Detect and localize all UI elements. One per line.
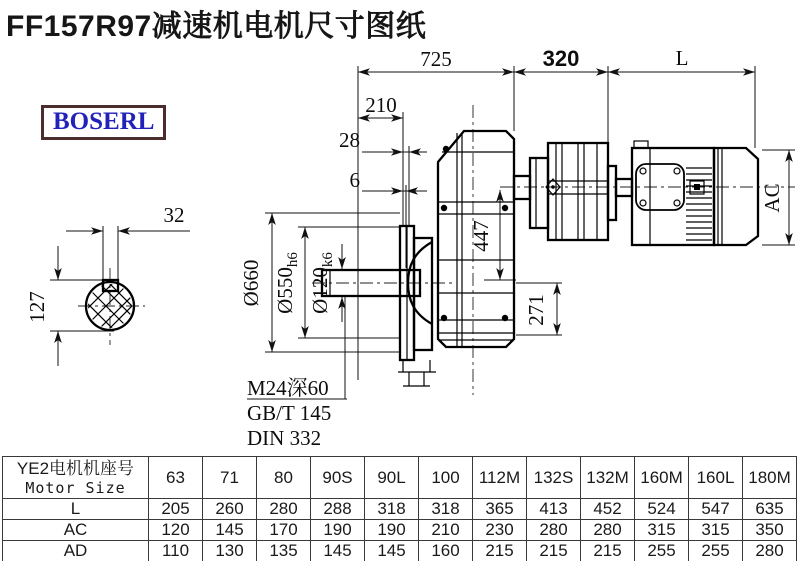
table-cell: 145	[203, 520, 257, 541]
table-cell: 547	[689, 499, 743, 520]
dim-dia120k6: $Ø120_{k6}$	[308, 252, 336, 314]
dim-dia660: Ø660	[239, 259, 263, 307]
table-cell: 524	[635, 499, 689, 520]
dim-271: 271	[524, 294, 548, 326]
table-cell: 145	[311, 541, 365, 561]
table-cell: 190	[365, 520, 419, 541]
page-title: FF157R97减速机电机尺寸图纸	[6, 10, 427, 43]
table-cell: 190	[311, 520, 365, 541]
fan-cover	[714, 148, 758, 245]
motor-body	[632, 141, 758, 245]
table-cell: 315	[689, 520, 743, 541]
dim-L: L	[675, 46, 689, 70]
shaft-section-view	[86, 280, 134, 334]
table-cell: 260	[203, 499, 257, 520]
table-row	[3, 499, 797, 520]
table-cell: 280	[257, 499, 311, 520]
table-row	[3, 520, 797, 541]
motor-size-header	[3, 457, 149, 499]
table-cell: 215	[581, 541, 635, 561]
output-flange	[322, 226, 436, 386]
table-row	[3, 541, 797, 561]
table-cell: 288	[311, 499, 365, 520]
column-header: 100	[419, 457, 473, 499]
column-header: 132S	[527, 457, 581, 499]
header-en: Motor Size	[25, 478, 126, 497]
column-header: 180M	[743, 457, 797, 499]
row-label: L	[3, 499, 149, 520]
column-header: 63	[149, 457, 203, 499]
table-cell: 210	[419, 520, 473, 541]
table-cell: 255	[635, 541, 689, 561]
column-header: 80	[257, 457, 311, 499]
dim-32: 32	[163, 203, 185, 227]
input-gear-unit	[514, 143, 632, 240]
table-cell: 280	[581, 520, 635, 541]
table-cell: 318	[419, 499, 473, 520]
table-cell: 215	[473, 541, 527, 561]
dim-dia550h6: $Ø550_{h6}$	[273, 252, 301, 314]
table-cell: 205	[149, 499, 203, 520]
dim-447: 447	[469, 220, 493, 252]
table-cell: 110	[149, 541, 203, 561]
table-cell: 230	[473, 520, 527, 541]
table-cell: 130	[203, 541, 257, 561]
column-header: 132M	[581, 457, 635, 499]
dim-AC: AC	[760, 183, 784, 213]
table-cell: 452	[581, 499, 635, 520]
dimension-drawing	[0, 40, 800, 461]
table-cell: 160	[419, 541, 473, 561]
label-gbt145: GB/T 145	[247, 401, 332, 425]
dim-127: 127	[25, 291, 49, 323]
column-header: 112M	[473, 457, 527, 499]
table-cell: 280	[527, 520, 581, 541]
dimension-labels	[25, 46, 784, 450]
dim-210: 210	[365, 93, 397, 117]
column-header: 160M	[635, 457, 689, 499]
table-cell: 365	[473, 499, 527, 520]
table-cell: 413	[527, 499, 581, 520]
table-cell: 635	[743, 499, 797, 520]
row-label: AC	[3, 520, 149, 541]
table-cell: 120	[149, 520, 203, 541]
table-cell: 280	[743, 541, 797, 561]
table-cell: 145	[365, 541, 419, 561]
table-cell: 170	[257, 520, 311, 541]
table-cell: 215	[527, 541, 581, 561]
table-cell: 315	[635, 520, 689, 541]
row-label: AD	[3, 541, 149, 561]
dim-6: 6	[349, 168, 360, 192]
label-din332: DIN 332	[247, 426, 322, 450]
column-header: 90S	[311, 457, 365, 499]
dim-725: 725	[420, 47, 452, 71]
header-cn: YE2电机机座号	[16, 458, 135, 478]
brand-logo-text: BOSERL	[53, 108, 155, 135]
dim-320: 320	[542, 46, 580, 71]
column-header: 90L	[365, 457, 419, 499]
motor-size-table	[2, 456, 797, 561]
motor-fins	[686, 168, 712, 240]
column-header: 160L	[689, 457, 743, 499]
table-cell: 135	[257, 541, 311, 561]
dim-28: 28	[339, 128, 360, 152]
table-cell: 255	[689, 541, 743, 561]
table-cell: 318	[365, 499, 419, 520]
label-tap-hole: M24深60	[247, 376, 329, 400]
table-cell: 350	[743, 520, 797, 541]
column-header: 71	[203, 457, 257, 499]
